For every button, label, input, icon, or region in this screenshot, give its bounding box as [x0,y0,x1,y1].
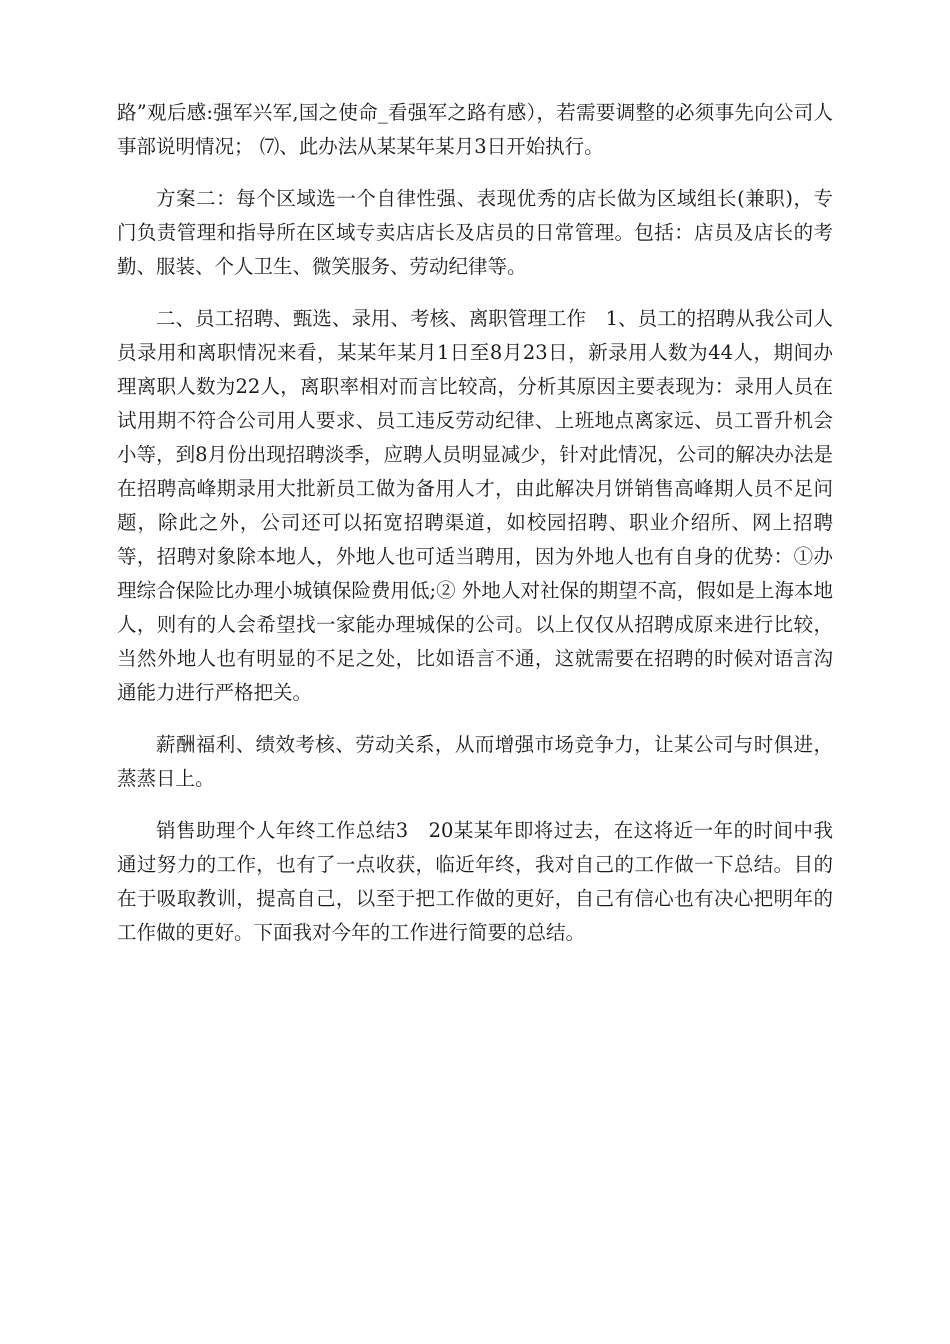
paragraph-plan-two: 方案二：每个区域选一个自律性强、表现优秀的店长做为区域组长(兼职)，专门负责管理和指导所在区域专卖店店长及店员的日常管理。包括：店员及店长的考勤、服装、个人卫生、微笑服务、劳动纪律等。 [117,187,833,278]
paragraph-recruitment: 二、员工招聘、甄选、录用、考核、离职管理工作 1、员工的招聘从我公司人员录用和离职情况来看，某某年某月1日至8月23日，新录用人数为44人，期间办理离职人数为22人，离职率相对而言比较高，分析其原因主要表现为：录用人员在试用期不符合公司用人要求、员工违反劳动纪律、上班地点离家远、员工晋升机会小等，到8月份出现招聘淡季，应聘人员明显减少，针对此情况，公司的解决办法是在招聘高峰期录用大批新员工做为备用人才，由此解决月饼销售高峰期人员不足问题，除此之外，公司还可以拓宽招聘渠道，如校园招聘、职业介绍所、网上招聘等，招聘对象除本地人，外地人也可适当聘用，因为外地人也有自身的优势：①办理综合保险比办理小城镇保险费用低;② 外地人对社保的期望不高，假如是上海本地人，则有的人会希望找一家能办理城保的公司。以上仅仅从招聘成原来进行比较，当然外地人也有明显的不足之处，比如语言不通，这就需要在招聘的时候对语言沟通能力进行严格把关。 [117,307,833,704]
paragraph-year-end-summary: 销售助理个人年终工作总结3 20某某年即将过去，在这将近一年的时间中我通过努力的工作，也有了一点收获，临近年终，我对自己的工作做一下总结。目的在于吸取教训，提高自己，以至于把工作做的更好，自己有信心也有决心把明年的工作做的更好。下面我对今年的工作进行简要的总结。 [117,819,833,944]
paragraph-continuation: 路”观后感:强军兴军,国之使命_看强军之路有感），若需要调整的必须事先向公司人事部说明情况； ⑺、此办法从某某年某月3日开始执行。 [117,101,833,158]
document-body [117,96,833,968]
paragraph-compensation: 薪酬福利、绩效考核、劳动关系，从而增强市场竞争力，让某公司与时俱进，蒸蒸日上。 [117,733,833,790]
